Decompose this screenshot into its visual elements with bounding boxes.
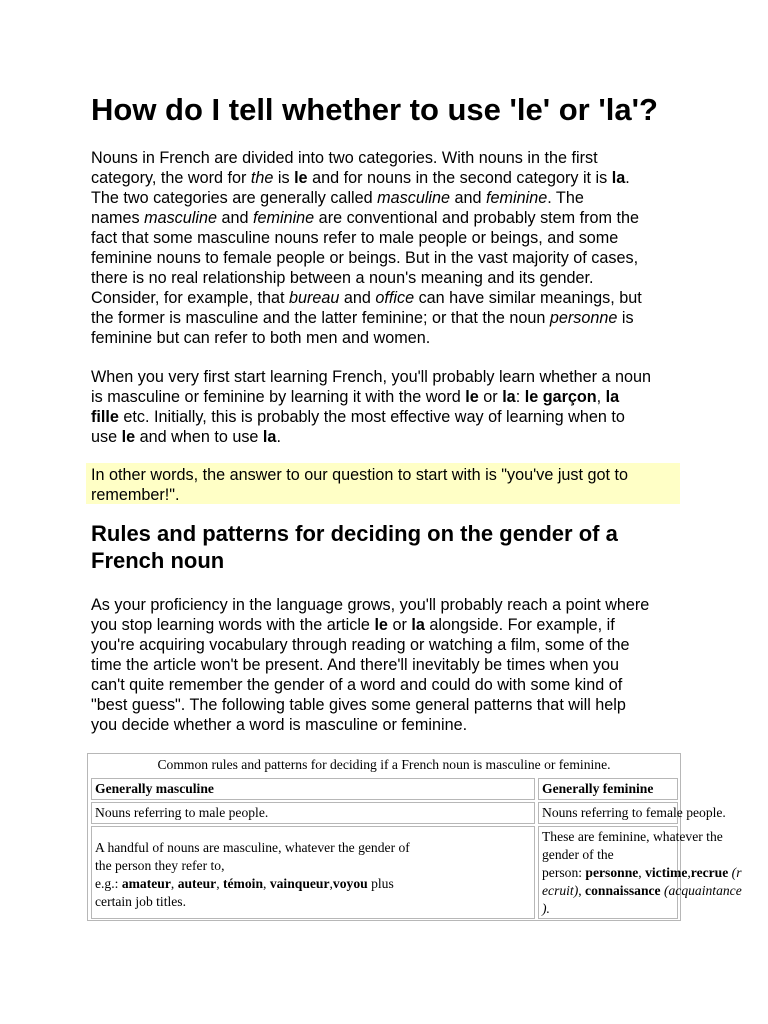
text-run: e.g.: <box>95 876 122 891</box>
italic-term: ). <box>542 901 550 916</box>
italic-term: ecruit) <box>542 883 579 898</box>
text-run: . <box>625 169 630 187</box>
italic-term: personne <box>549 309 618 327</box>
text-line <box>91 485 628 505</box>
text-run: is <box>273 169 295 187</box>
text-run: and when to use <box>135 428 263 446</box>
gender-rules-table <box>87 753 742 921</box>
text-line <box>91 148 642 168</box>
bold-term: témoin <box>223 876 264 891</box>
text-line <box>542 882 742 900</box>
text-run: , <box>263 876 270 891</box>
text-run: Consider, for example, that <box>91 289 289 307</box>
bold-term: le <box>465 388 479 406</box>
text-line <box>91 655 649 675</box>
italic-term: the <box>250 169 274 187</box>
intro-paragraph <box>91 148 642 348</box>
text-run: : <box>515 388 525 406</box>
text-run: , <box>216 876 223 891</box>
text-run: When you very first start learning French, you'll probably learn whether a noun <box>91 368 652 386</box>
text-run: and <box>216 209 253 227</box>
text-line <box>95 893 410 911</box>
text-line <box>91 407 651 427</box>
italic-term: feminine <box>486 189 548 207</box>
text-run: plus <box>367 876 394 891</box>
table-caption: Common rules and patterns for deciding if a French noun is masculine or feminine. <box>157 757 611 772</box>
text-line <box>95 857 410 875</box>
header-feminine: Generally feminine <box>538 778 678 800</box>
italic-term: masculine <box>377 189 451 207</box>
text-run: and <box>450 189 487 207</box>
italic-term: bureau <box>288 289 340 307</box>
text-line <box>91 248 642 268</box>
page-title: How do I tell whether to use 'le' or 'la'? <box>91 92 658 127</box>
text-run: category, the word for <box>91 169 251 187</box>
text-run: , <box>638 865 646 880</box>
bold-term: amateur <box>121 876 171 891</box>
text-run: certain job titles. <box>95 894 186 909</box>
proficiency-paragraph <box>91 595 649 735</box>
text-line <box>91 268 642 288</box>
bold-term: le <box>294 169 308 187</box>
text-run: . The <box>547 189 584 207</box>
text-line <box>91 168 642 188</box>
text-run: is masculine or feminine by learning it with the word <box>91 388 466 406</box>
bold-term: le garçon <box>524 388 597 406</box>
text-run: can't quite remember the gender of a word and could do with some kind of <box>91 676 623 694</box>
text-run: and <box>339 289 376 307</box>
text-line <box>91 615 649 635</box>
bold-term: vainqueur <box>269 876 330 891</box>
text-run: the person they refer to, <box>95 858 225 873</box>
section-heading: Rules and patterns for deciding on the gender of a French noun <box>91 521 618 573</box>
cell-male-people: Nouns referring to male people. <box>91 802 535 824</box>
text-line <box>95 875 410 893</box>
text-run: or <box>387 616 412 634</box>
text-line <box>542 900 742 918</box>
bold-term: victime <box>645 865 688 880</box>
italic-term: masculine <box>144 209 217 227</box>
text-run: fact that some masculine nouns refer to male people or beings, and some <box>91 229 619 247</box>
text-run: you decide whether a word is masculine or feminine. <box>91 716 468 734</box>
bold-term: voyou <box>332 876 368 891</box>
text-run: . <box>276 428 281 446</box>
cell-feminine-exceptions <box>538 826 742 919</box>
text-line <box>91 288 642 308</box>
bold-term: la <box>611 169 626 187</box>
text-run: , <box>596 388 606 406</box>
text-run: Nouns in French are divided into two categories. With nouns in the first <box>91 149 598 167</box>
callout-text <box>91 465 628 505</box>
masculine-exceptions-text <box>95 839 410 911</box>
text-run: are conventional and probably stem from the <box>314 209 640 227</box>
italic-term: feminine <box>253 209 315 227</box>
bold-term: recrue <box>690 865 729 880</box>
text-run: feminine nouns to female people or beings. But in the vast majority of cases, <box>91 249 639 267</box>
text-run: The two categories are generally called <box>91 189 378 207</box>
text-line <box>91 367 651 387</box>
text-line <box>91 228 642 248</box>
text-line <box>91 208 642 228</box>
text-run: "best guess". The following table gives some general patterns that will help <box>91 696 626 714</box>
text-run: you stop learning words with the article <box>91 616 375 634</box>
cell-masculine-exceptions <box>91 826 535 919</box>
text-line <box>91 715 649 735</box>
text-line <box>542 864 742 882</box>
text-line <box>91 675 649 695</box>
text-line <box>542 846 742 864</box>
cell-female-people: Nouns referring to female people. <box>538 802 678 824</box>
text-line <box>91 465 628 485</box>
text-run: use <box>91 428 122 446</box>
text-run: alongside. For example, if <box>424 616 615 634</box>
italic-term: (r <box>728 865 742 880</box>
italic-term: (acquaintance <box>660 883 742 898</box>
text-run: , <box>578 883 586 898</box>
bold-term: la <box>605 388 620 406</box>
text-run: As your proficiency in the language grows, you'll probably reach a point where <box>91 596 650 614</box>
text-line <box>542 828 742 846</box>
text-line <box>91 595 649 615</box>
text-run: , <box>329 876 333 891</box>
text-run: can have similar meanings, but <box>414 289 642 307</box>
text-run: In other words, the answer to our question to start with is "you've just got to <box>91 466 629 484</box>
text-run: feminine but can refer to both men and women. <box>91 329 431 347</box>
header-masculine: Generally masculine <box>91 778 535 800</box>
text-run: remember!". <box>91 486 180 504</box>
text-line <box>91 387 651 407</box>
text-run: is <box>617 309 634 327</box>
bold-term: personne <box>585 865 639 880</box>
text-run: time the article won't be present. And there'll inevitably be times when you <box>91 656 620 674</box>
text-run: A handful of nouns are masculine, whatever the gender of <box>95 840 410 855</box>
text-run: the former is masculine and the latter feminine; or that the noun <box>91 309 550 327</box>
bold-term: le <box>374 616 388 634</box>
learning-paragraph <box>91 367 651 447</box>
text-run: and for nouns in the second category it is <box>307 169 612 187</box>
bold-term: auteur <box>177 876 217 891</box>
text-line <box>95 839 410 857</box>
text-line <box>91 328 642 348</box>
text-line <box>91 635 649 655</box>
text-run: there is no real relationship between a noun's meaning and its gender. <box>91 269 594 287</box>
text-line <box>91 695 649 715</box>
text-run: person: <box>542 865 586 880</box>
text-line <box>91 188 642 208</box>
feminine-exceptions-text <box>542 828 742 918</box>
bold-term: la <box>502 388 516 406</box>
bold-term: la <box>411 616 425 634</box>
text-line <box>91 427 651 447</box>
bold-term: fille <box>91 408 119 426</box>
text-run: etc. Initially, this is probably the most effective way of learning when to <box>118 408 625 426</box>
italic-term: office <box>375 289 415 307</box>
bold-term: la <box>262 428 277 446</box>
text-run: or <box>478 388 503 406</box>
bold-term: connaissance <box>585 883 661 898</box>
text-run: you're acquiring vocabulary through reading or watching a film, some of the <box>91 636 630 654</box>
text-line <box>91 308 642 328</box>
text-run: gender of the <box>542 847 614 862</box>
bold-term: le <box>121 428 136 446</box>
text-run: , <box>687 865 691 880</box>
text-run: These are feminine, whatever the <box>542 829 723 844</box>
text-run: , <box>170 876 178 891</box>
text-run: names <box>91 209 145 227</box>
